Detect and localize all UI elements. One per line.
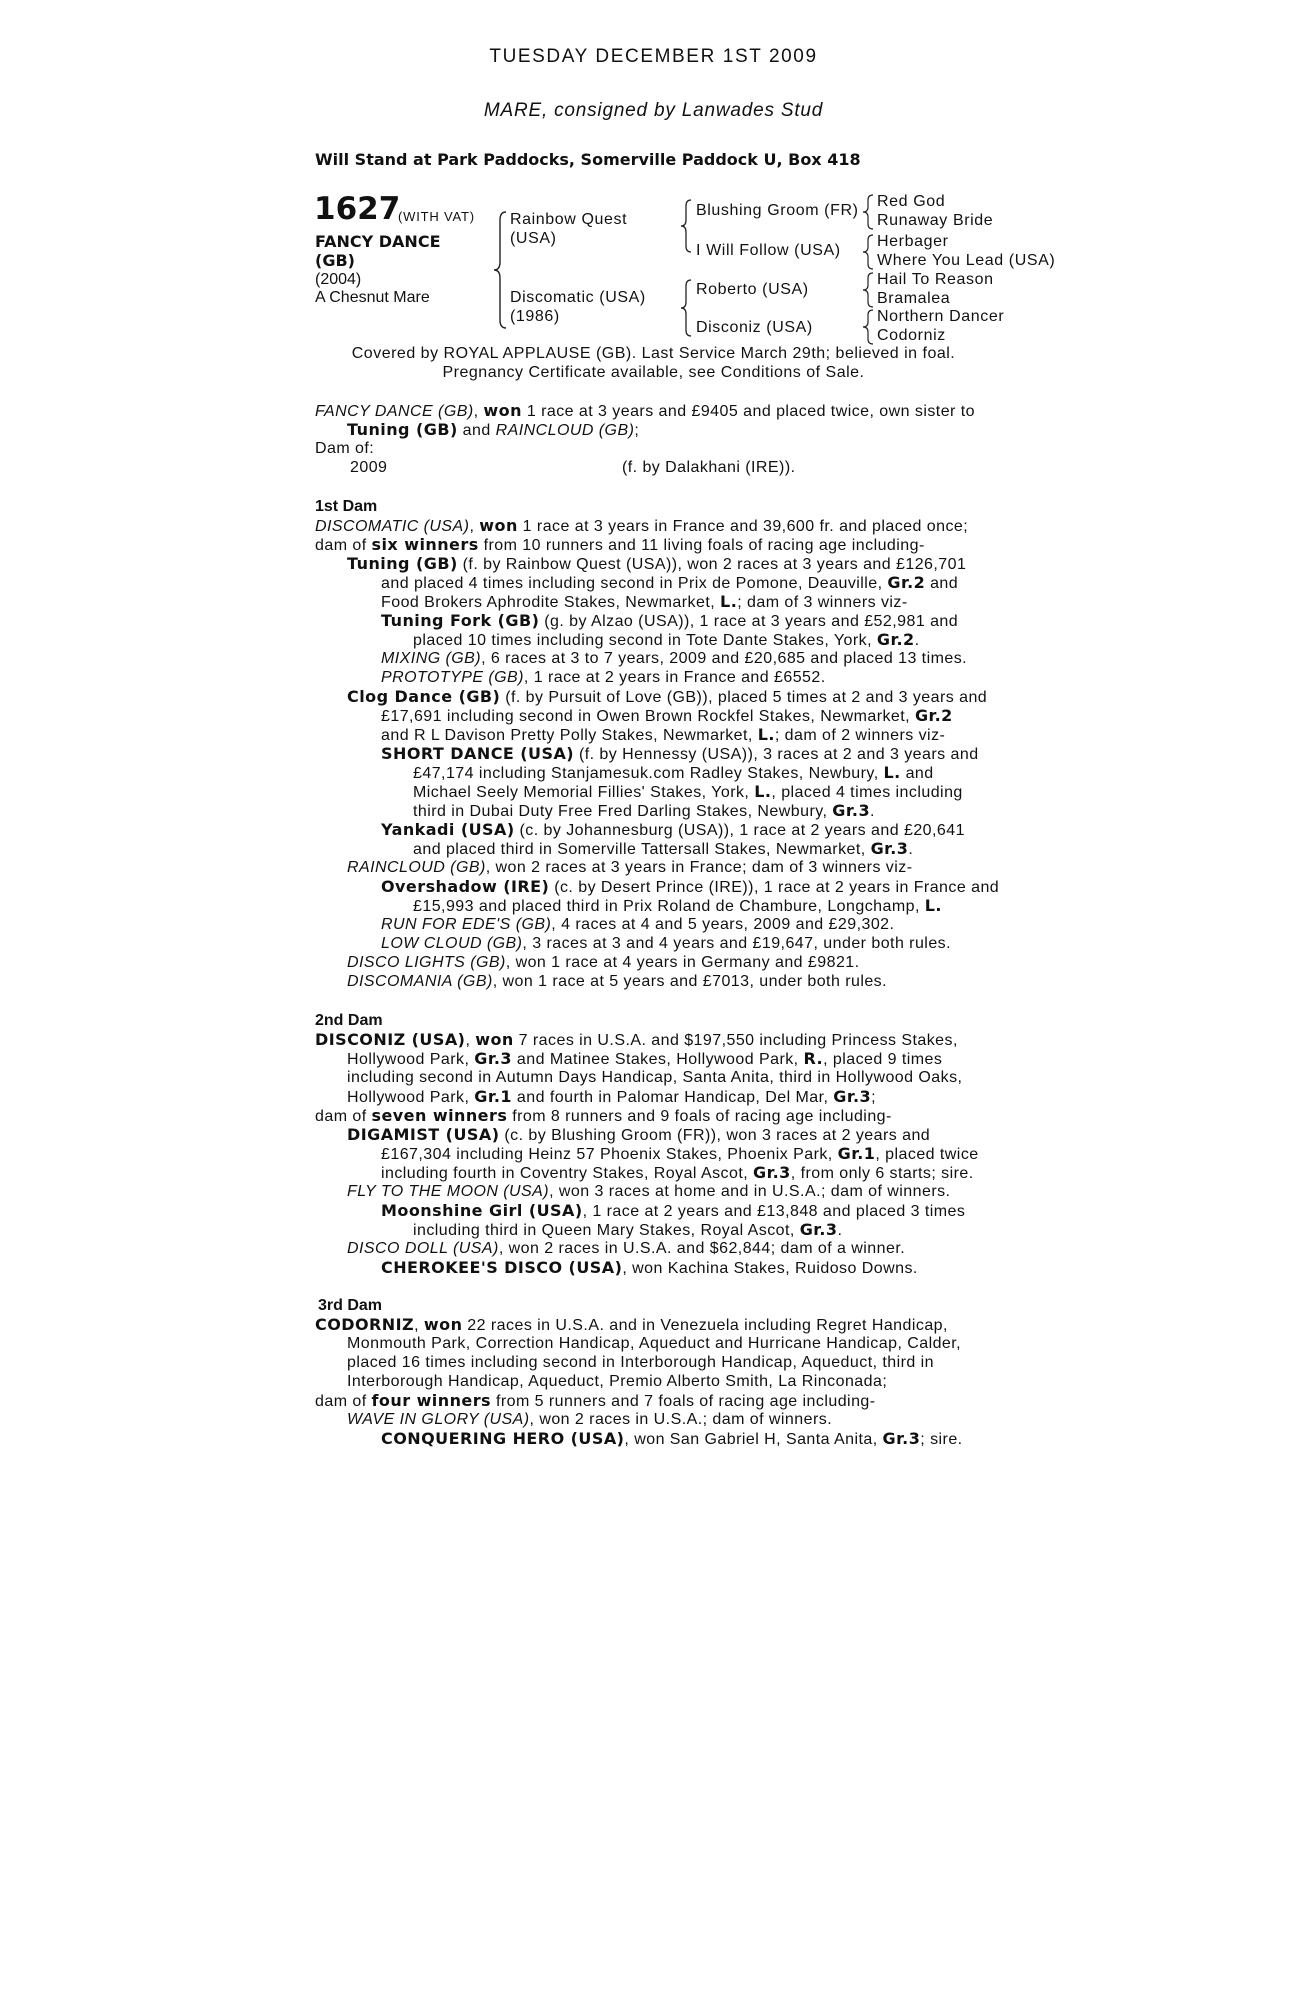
bold-run: six winners [371, 535, 479, 554]
pedigree-text-line [381, 725, 945, 745]
ssd-name: Runaway Bride [877, 212, 994, 229]
lot-number: 1627 [314, 191, 401, 227]
text-run: , 1 race at 2 years and £13,848 and placed 3 times [582, 1203, 966, 1220]
text-run: (c. by Johannesburg (USA)), 1 race at 2 years and £20,641 [514, 822, 965, 839]
pedigree-text-line [315, 1391, 876, 1411]
text-run: , won 2 races in U.S.A. and $62,844; dam of a winner. [498, 1240, 906, 1257]
text-run: , [465, 1032, 476, 1049]
sale-date: TUESDAY DECEMBER 1ST 2009 [489, 46, 818, 67]
pedigree-text-line [347, 687, 987, 707]
bold-run: won [423, 1315, 463, 1334]
text-run: Monmouth Park, Correction Handicap, Aqueduct and Hurricane Handicap, Calder, [347, 1335, 962, 1352]
pedigree-text-line [347, 1068, 962, 1087]
horse-name-italic: FANCY DANCE (GB) [315, 403, 474, 420]
bold-run: Yankadi (USA) [381, 820, 515, 839]
text-run: from 5 runners and 7 foals of racing age including- [491, 1393, 876, 1410]
horse-name: FANCY DANCE [315, 232, 441, 251]
pedigree-text-line [413, 782, 963, 802]
text-run: from 10 runners and 11 living foals of racing age including- [478, 537, 925, 554]
italic-run: DISCO DOLL (USA) [347, 1240, 499, 1257]
bold-run: CONQUERING HERO (USA) [381, 1429, 625, 1448]
dam-sire: Roberto (USA) [696, 281, 809, 298]
text-run: ; dam of 3 winners viz- [737, 594, 908, 611]
pedigree-text-line [315, 1030, 958, 1050]
pedigree-text-line [347, 1239, 905, 1258]
dss-name: Hail To Reason [877, 271, 994, 288]
pedigree-text-line [347, 953, 860, 972]
text: ; [634, 422, 640, 439]
pedigree-brace-sd [862, 234, 876, 270]
text-run: , won 1 race at 5 years and £7013, under both rules. [492, 973, 888, 990]
text: , [473, 403, 484, 420]
bold-run: Gr.3 [832, 801, 871, 820]
text-run: (f. by Pursuit of Love (GB)), placed 5 times at 2 and 3 years and [500, 689, 988, 706]
won-bold: won [483, 401, 522, 420]
bold-run: Gr.3 [833, 1087, 872, 1106]
text-run: and Matinee Stakes, Hollywood Park, [512, 1051, 804, 1068]
pedigree-brace-sire [680, 198, 694, 254]
text-run: £167,304 including Heinz 57 Phoenix Stakes, Phoenix Park, [381, 1146, 838, 1163]
text-run: third in Dubai Duty Free Fred Darling Stakes, Newbury, [413, 803, 833, 820]
dam-heading: 2nd Dam [315, 1012, 383, 1029]
pedigree-text-line [347, 554, 966, 574]
bold-run: Gr.2 [914, 706, 953, 725]
sds-name: Herbager [877, 233, 949, 250]
bold-run: Moonshine Girl (USA) [381, 1201, 583, 1220]
vat-note: (WITH VAT) [398, 209, 475, 224]
pedigree-text-line [315, 1315, 948, 1335]
text-run: , won 2 races at 3 years in France; dam of 3 winners viz- [485, 859, 913, 876]
pedigree-text-line [347, 1182, 950, 1201]
text-run: and [925, 575, 959, 592]
text-run: , 3 races at 3 and 4 years and £19,647, under both rules. [522, 935, 952, 952]
text-run: . [870, 803, 875, 820]
italic-run: DISCOMANIA (GB) [347, 973, 493, 990]
text-run: (f. by Hennessy (USA)), 3 races at 2 and 3 years and [574, 746, 979, 763]
text-run: , won San Gabriel H, Santa Anita, [624, 1431, 883, 1448]
text-run: ; sire. [920, 1431, 963, 1448]
pedigree-text-line [347, 1125, 930, 1145]
text-run: , placed 4 times including [771, 784, 963, 801]
text-run: , [414, 1317, 424, 1334]
text-run: , won 3 races at home and in U.S.A.; dam of winners. [549, 1183, 951, 1200]
italic-run: RAINCLOUD (GB) [347, 859, 486, 876]
pedigree-text-line [381, 915, 894, 934]
pedigree-text-line [413, 839, 913, 859]
pedigree-text-line [413, 896, 942, 916]
text-run: (c. by Desert Prince (IRE)), 1 race at 2 years in France and [549, 879, 1000, 896]
text-run: . [908, 841, 914, 858]
text-run: including second in Autumn Days Handicap, Santa Anita, third in Hollywood Oaks, [347, 1069, 963, 1086]
text-run: Food Brokers Aphrodite Stakes, Newmarket, [381, 594, 721, 611]
produce-desc: (f. by Dalakhani (IRE)). [622, 459, 796, 476]
pedigree-text-line [381, 573, 958, 593]
bold-run: L. [720, 592, 738, 611]
text-run: Hollywood Park, [347, 1089, 475, 1106]
italic-run: DISCO LIGHTS (GB) [347, 954, 506, 971]
text-run: £47,174 including Stanjamesuk.com Radley Stakes, Newbury, [413, 765, 884, 782]
bold-run: L. [924, 896, 942, 915]
text-run: from 8 runners and 9 foals of racing age including- [507, 1108, 892, 1125]
bold-run: Gr.3 [474, 1049, 513, 1068]
text-run: , placed twice [875, 1146, 979, 1163]
pedigree-text-line [347, 1334, 961, 1353]
bold-run: won [475, 1030, 514, 1049]
pedigree-text-line [347, 972, 887, 991]
pedigree-text-line [381, 1163, 974, 1183]
bold-run: DIGAMIST (USA) [347, 1125, 500, 1144]
pedigree-brace-dd [862, 309, 876, 345]
pedigree-text-line [413, 1220, 842, 1240]
text-run: Hollywood Park, [347, 1051, 475, 1068]
italic-run: RUN FOR EDE'S (GB) [381, 916, 552, 933]
covered-line: Covered by ROYAL APPLAUSE (GB). Last Service March 29th; believed in foal. [351, 345, 956, 362]
text-run: and R L Davison Pretty Polly Stakes, Newmarket, [381, 727, 758, 744]
sss-name: Red God [877, 193, 946, 210]
text-run: , 1 race at 2 years in France and £6552. [523, 669, 826, 686]
text-run: and placed third in Somerville Tattersall Stakes, Newmarket, [413, 841, 871, 858]
pedigree-text-line [347, 858, 912, 877]
bold-run: seven winners [371, 1106, 508, 1125]
produce-year: 2009 [350, 459, 388, 476]
intro-line-3: Dam of: [315, 440, 375, 457]
text-run: including third in Queen Mary Stakes, Royal Ascot, [413, 1222, 800, 1239]
dam-heading: 1st Dam [315, 498, 378, 515]
italic-run: PROTOTYPE (GB) [381, 669, 524, 686]
pedigree-text-line [347, 1353, 934, 1372]
sire-country: (USA) [510, 230, 557, 247]
text-run: ; [871, 1089, 876, 1106]
text-run: dam of [315, 537, 372, 554]
pedigree-text-line [413, 763, 934, 783]
horse-name-country: (GB) [315, 251, 355, 270]
text-run: , placed 9 times [823, 1051, 943, 1068]
pedigree-text-line [381, 877, 999, 897]
italic-run: FLY TO THE MOON (USA) [347, 1183, 550, 1200]
sibling-italic: RAINCLOUD (GB) [495, 422, 635, 439]
pedigree-text-line [381, 1201, 965, 1221]
dam-dam: Disconiz (USA) [696, 319, 813, 336]
pedigree-text-line [381, 934, 951, 953]
italic-run: MIXING (GB) [381, 650, 482, 667]
bold-run: Tuning (GB) [347, 554, 458, 573]
sire-dam: I Will Follow (USA) [696, 242, 841, 259]
text-run: , from only 6 starts; sire. [790, 1165, 974, 1182]
pedigree-text-line [381, 649, 967, 668]
sire-name: Rainbow Quest [510, 211, 628, 228]
text-run: , won Kachina Stakes, Ruidoso Downs. [622, 1260, 918, 1277]
bold-run: Gr.3 [799, 1220, 838, 1239]
pedigree-text-line [381, 1258, 918, 1278]
text-run: , [469, 518, 480, 535]
pedigree-text-line [347, 1087, 876, 1107]
bold-run: Gr.1 [474, 1087, 513, 1106]
pedigree-text-line [315, 1106, 892, 1126]
dds-name: Northern Dancer [877, 308, 1005, 325]
dam-heading: 3rd Dam [318, 1297, 383, 1314]
text-run: , won 2 races in U.S.A.; dam of winners. [529, 1411, 833, 1428]
text-run: placed 16 times including second in Interborough Handicap, Aqueduct, third in [347, 1354, 935, 1371]
bold-run: DISCONIZ (USA) [315, 1030, 466, 1049]
stand-location: Will Stand at Park Paddocks, Somerville Paddock U, Box 418 [315, 150, 861, 169]
bold-run: Gr.3 [882, 1429, 921, 1448]
pedigree-text-line [381, 1429, 963, 1449]
intro-line-2 [347, 420, 639, 440]
pedigree-text-line [381, 668, 826, 687]
pedigree-text-line [381, 744, 979, 764]
pedigree-text-line [381, 706, 953, 726]
pedigree-brace-ds [862, 272, 876, 308]
text-run: and placed 4 times including second in Prix de Pomone, Deauville, [381, 575, 888, 592]
bold-run: Gr.2 [887, 573, 926, 592]
text-run: . [837, 1222, 843, 1239]
text-run: dam of [315, 1393, 372, 1410]
text-run: (g. by Alzao (USA)), 1 race at 3 years and £52,981 and [539, 613, 959, 630]
pedigree-text-line [413, 630, 920, 650]
bold-run: Overshadow (IRE) [381, 877, 550, 896]
text-run: (f. by Rainbow Quest (USA)), won 2 races at 3 years and £126,701 [457, 556, 967, 573]
pedigree-text-line [315, 516, 968, 536]
text-run: . [914, 632, 920, 649]
text-run: and [900, 765, 934, 782]
pedigree-text-line [381, 820, 965, 840]
bold-run: L. [754, 782, 772, 801]
bold-run: Gr.3 [870, 839, 909, 858]
consignment-line: MARE, consigned by Lanwades Stud [483, 100, 824, 121]
text-run: Michael Seely Memorial Fillies' Stakes, York, [413, 784, 755, 801]
italic-run: WAVE IN GLORY (USA) [347, 1411, 530, 1428]
bold-run: L. [757, 725, 775, 744]
pedigree-text-line [315, 535, 925, 555]
pedigree-text-line [347, 1410, 832, 1429]
pedigree-brace-ss [862, 194, 876, 230]
dam-year: (1986) [510, 308, 560, 325]
pregnancy-line: Pregnancy Certificate available, see Conditions of Sale. [442, 364, 865, 381]
horse-description: A Chesnut Mare [315, 289, 430, 306]
bold-run: L. [883, 763, 901, 782]
bold-run: Gr.3 [753, 1163, 791, 1182]
text-run: including fourth in Coventry Stakes, Royal Ascot, [381, 1165, 754, 1182]
pedigree-text-line [381, 592, 908, 612]
bold-run: four winners [371, 1391, 492, 1410]
ddd-name: Codorniz [877, 327, 946, 344]
text-run: 7 races in U.S.A. and $197,550 including Princess Stakes, [513, 1032, 958, 1049]
text: 1 race at 3 years and £9405 and placed twice, own sister to [521, 403, 975, 420]
bold-run: Tuning Fork (GB) [381, 611, 540, 630]
pedigree-text-line [347, 1372, 887, 1391]
text-run: 22 races in U.S.A. and in Venezuela including Regret Handicap, [462, 1317, 948, 1334]
bold-run: Clog Dance (GB) [347, 687, 501, 706]
text-run: dam of [315, 1108, 372, 1125]
text-run: £17,691 including second in Owen Brown Rockfel Stakes, Newmarket, [381, 708, 915, 725]
sdd-name: Where You Lead (USA) [877, 252, 1056, 269]
text: and [457, 422, 496, 439]
intro-line-1 [315, 401, 975, 421]
bold-run: CHEROKEE'S DISCO (USA) [381, 1258, 623, 1277]
text-run: , 6 races at 3 to 7 years, 2009 and £20,685 and placed 13 times. [481, 650, 968, 667]
dam-name: Discomatic (USA) [510, 289, 646, 306]
pedigree-text-line [381, 611, 958, 631]
pedigree-text-line [413, 801, 875, 821]
text-run: 1 race at 3 years in France and 39,600 fr. and placed once; [517, 518, 969, 535]
text-run: Interborough Handicap, Aqueduct, Premio Alberto Smith, La Rinconada; [347, 1373, 888, 1390]
sire-sire: Blushing Groom (FR) [696, 202, 859, 219]
pedigree-text-line [347, 1049, 942, 1069]
text-run: , won 1 race at 4 years in Germany and £9821. [505, 954, 860, 971]
dsd-name: Bramalea [877, 290, 951, 307]
pedigree-text-line [381, 1144, 979, 1164]
bold-run: SHORT DANCE (USA) [381, 744, 575, 763]
italic-run: DISCOMATIC (USA) [315, 518, 470, 535]
text-run: placed 10 times including second in Tote Dante Stakes, York, [413, 632, 877, 649]
bold-run: Gr.2 [876, 630, 915, 649]
pedigree-brace-main [492, 210, 510, 330]
horse-year: (2004) [315, 271, 362, 288]
bold-run: won [479, 516, 518, 535]
text-run: ; dam of 2 winners viz- [774, 727, 946, 744]
sibling-bold: Tuning (GB) [347, 420, 458, 439]
bold-run: R. [803, 1049, 824, 1068]
bold-run: Gr.1 [837, 1144, 876, 1163]
text-run: £15,993 and placed third in Prix Roland de Chambure, Longchamp, [413, 898, 925, 915]
italic-run: LOW CLOUD (GB) [381, 935, 523, 952]
text-run: and fourth in Palomar Handicap, Del Mar, [512, 1089, 834, 1106]
text-run: (c. by Blushing Groom (FR)), won 3 races at 2 years and [499, 1127, 931, 1144]
text-run: , 4 races at 4 and 5 years, 2009 and £29,302. [551, 916, 895, 933]
bold-run: CODORNIZ [315, 1315, 415, 1334]
pedigree-brace-dam [680, 278, 694, 338]
